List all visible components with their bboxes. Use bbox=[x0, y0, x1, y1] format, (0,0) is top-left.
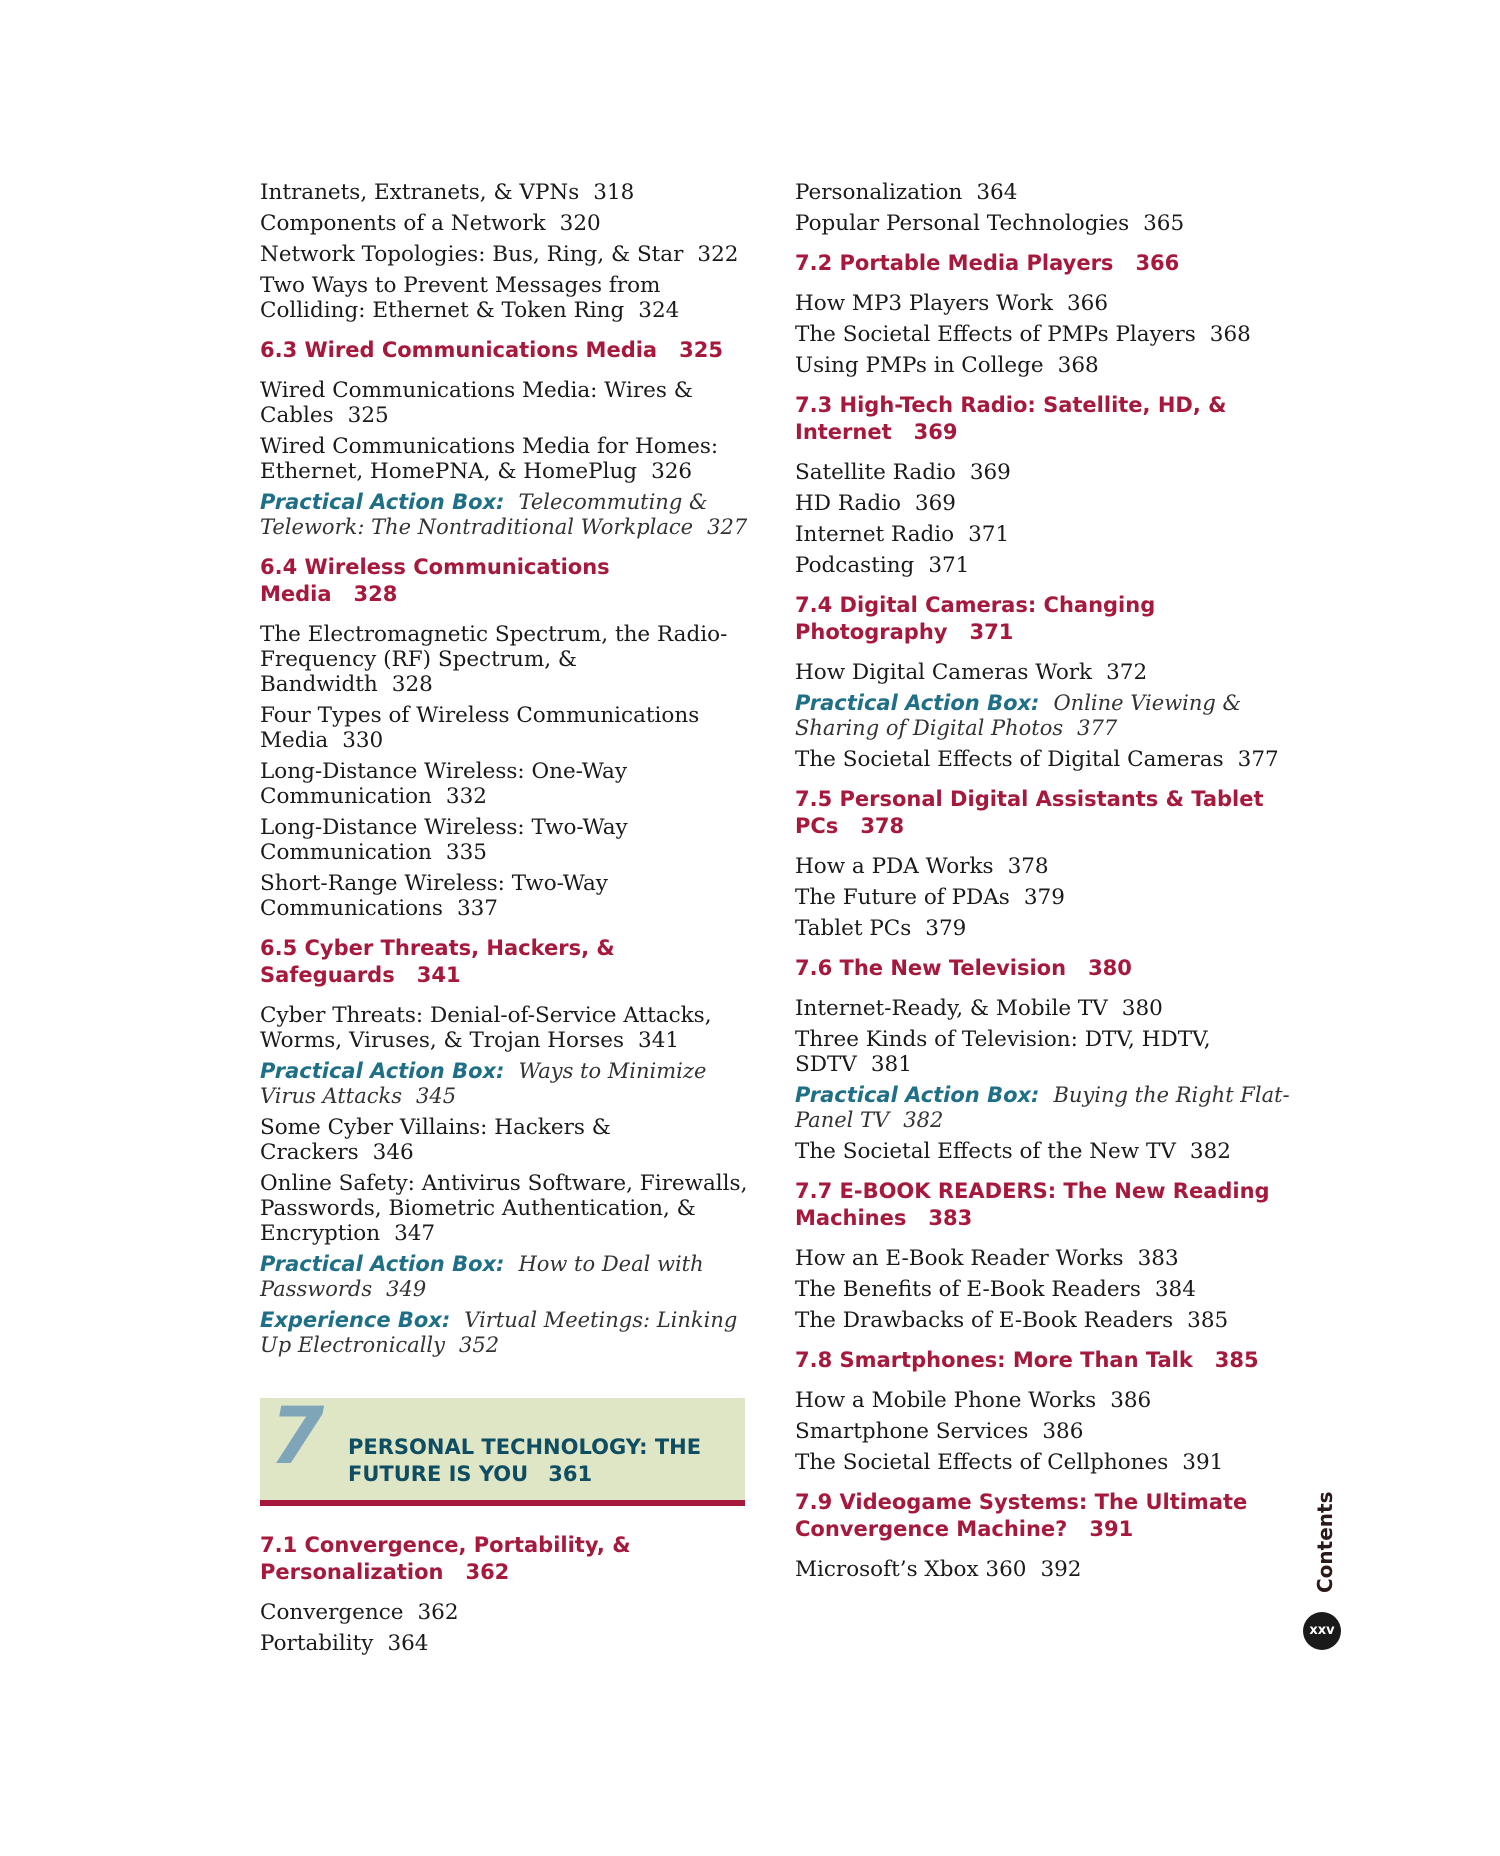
toc-entry-text: Smartphone Services bbox=[795, 1419, 1029, 1444]
toc-entry-text: Convergence bbox=[260, 1600, 404, 1625]
box-title: Ways to Minimize Virus Attacks bbox=[260, 1059, 707, 1108]
box-entry bbox=[260, 1059, 750, 1109]
toc-left-after-list bbox=[260, 1532, 750, 1656]
toc-entry-page: 386 bbox=[1042, 1419, 1084, 1444]
toc-entry-text: Wired Communications Media for Homes: Ethernet, HomePNA, & HomePlug bbox=[260, 434, 719, 484]
box-title: How to Deal with Passwords bbox=[260, 1252, 704, 1301]
toc-entry bbox=[260, 759, 750, 809]
toc-entry-page: 320 bbox=[559, 211, 601, 236]
chapter-number: 7 bbox=[270, 1392, 325, 1482]
toc-entry-text: Popular Personal Technologies bbox=[795, 211, 1130, 236]
toc-entry-text: Two Ways to Prevent Messages from Colliding: Ethernet & Token Ring bbox=[260, 273, 661, 323]
toc-entry-text: Wired Communications Media: Wires & Cables bbox=[260, 378, 693, 428]
toc-entry-page: 362 bbox=[417, 1600, 459, 1625]
toc-entry-page: 369 bbox=[969, 460, 1011, 485]
toc-entry-text: Tablet PCs bbox=[795, 916, 912, 941]
section-page: 369 bbox=[913, 420, 958, 444]
toc-entry-text: Personalization bbox=[795, 180, 963, 205]
toc-entry bbox=[795, 322, 1295, 347]
section-heading-text: 7.8 Smartphones: More Than Talk bbox=[795, 1348, 1193, 1372]
toc-entry bbox=[795, 491, 1295, 516]
toc-entry-text: Some Cyber Villains: Hackers & Crackers bbox=[260, 1115, 611, 1165]
section-heading-text: 7.6 The New Television bbox=[795, 956, 1067, 980]
section-heading-text: 7.9 Videogame Systems: The Ultimate Convergence Machine? bbox=[795, 1490, 1248, 1541]
toc-entry bbox=[795, 1388, 1295, 1413]
toc-entry bbox=[795, 1557, 1295, 1582]
section-heading bbox=[795, 592, 1295, 646]
toc-entry bbox=[260, 703, 750, 753]
toc-entry-page: 330 bbox=[342, 728, 384, 753]
toc-entry bbox=[795, 1419, 1295, 1444]
box-title: Virtual Meetings: Linking Up Electronically bbox=[260, 1308, 738, 1357]
toc-entry-text: Three Kinds of Television: DTV, HDTV, SDTV bbox=[795, 1027, 1211, 1077]
toc-entry-page: 346 bbox=[372, 1140, 414, 1165]
toc-entry-text: Long-Distance Wireless: Two-Way Communication bbox=[260, 815, 628, 865]
toc-entry bbox=[795, 1246, 1295, 1271]
toc-entry-text: Intranets, Extranets, & VPNs bbox=[260, 180, 580, 205]
toc-entry-text: The Drawbacks of E-Book Readers bbox=[795, 1308, 1174, 1333]
box-label: Practical Action Box: bbox=[795, 691, 1040, 715]
section-heading-text: 7.3 High-Tech Radio: Satellite, HD, & Internet bbox=[795, 393, 1227, 444]
toc-entry-page: 332 bbox=[445, 784, 487, 809]
toc-entry bbox=[795, 916, 1295, 941]
toc-left-list bbox=[260, 180, 750, 1358]
toc-entry-page: 328 bbox=[391, 672, 433, 697]
toc-entry-page: 377 bbox=[1237, 747, 1279, 772]
toc-entry-page: 384 bbox=[1154, 1277, 1196, 1302]
toc-entry-page: 392 bbox=[1040, 1557, 1082, 1582]
toc-entry-text: Internet Radio bbox=[795, 522, 955, 547]
box-page: 377 bbox=[1077, 716, 1118, 740]
section-page: 371 bbox=[969, 620, 1014, 644]
toc-entry-page: 382 bbox=[1189, 1139, 1231, 1164]
side-tab bbox=[1308, 1491, 1338, 1600]
toc-entry bbox=[795, 211, 1295, 236]
toc-entry-text: Satellite Radio bbox=[795, 460, 956, 485]
section-heading bbox=[260, 1532, 750, 1586]
section-heading-text: 7.1 Convergence, Portability, & Personalization bbox=[260, 1533, 631, 1584]
box-entry bbox=[795, 691, 1295, 741]
box-label: Practical Action Box: bbox=[260, 490, 505, 514]
toc-entry bbox=[260, 1631, 750, 1656]
toc-entry bbox=[795, 747, 1295, 772]
toc-entry-page: 364 bbox=[387, 1631, 429, 1656]
section-page: 378 bbox=[860, 814, 905, 838]
toc-entry-text: The Societal Effects of PMPs Players bbox=[795, 322, 1196, 347]
box-label: Practical Action Box: bbox=[795, 1083, 1040, 1107]
box-entry bbox=[260, 490, 750, 540]
toc-entry bbox=[260, 378, 750, 428]
page-number-badge: xxv bbox=[1303, 1612, 1341, 1650]
toc-entry bbox=[260, 1600, 750, 1625]
box-entry bbox=[260, 1252, 750, 1302]
toc-entry-page: 324 bbox=[638, 298, 680, 323]
section-heading-text: 7.2 Portable Media Players bbox=[795, 251, 1114, 275]
toc-entry-text: The Electromagnetic Spectrum, the Radio-Frequency (RF) Spectrum, & Bandwidth bbox=[260, 622, 728, 697]
toc-entry-page: 391 bbox=[1182, 1450, 1224, 1475]
toc-entry bbox=[260, 622, 750, 697]
toc-entry-text: Microsoft’s Xbox 360 bbox=[795, 1557, 1027, 1582]
toc-entry bbox=[795, 1450, 1295, 1475]
section-heading-text: 7.4 Digital Cameras: Changing Photography bbox=[795, 593, 1156, 644]
toc-entry bbox=[260, 273, 750, 323]
toc-entry-page: 366 bbox=[1067, 291, 1109, 316]
toc-entry-page: 365 bbox=[1143, 211, 1185, 236]
section-page: 391 bbox=[1089, 1517, 1134, 1541]
toc-entry-page: 364 bbox=[976, 180, 1018, 205]
toc-entry-text: How Digital Cameras Work bbox=[795, 660, 1093, 685]
section-heading-text: 6.5 Cyber Threats, Hackers, & Safeguards bbox=[260, 936, 615, 987]
toc-entry-text: How an E-Book Reader Works bbox=[795, 1246, 1124, 1271]
toc-entry-text: Cyber Threats: Denial-of-Service Attacks, Worms, Viruses, & Trojan Horses bbox=[260, 1003, 712, 1053]
toc-entry-text: Internet-Ready, & Mobile TV bbox=[795, 996, 1108, 1021]
box-label: Practical Action Box: bbox=[260, 1252, 505, 1276]
toc-left-column bbox=[260, 180, 750, 1662]
toc-entry-page: 335 bbox=[445, 840, 487, 865]
box-title: Telecommuting & Telework: The Nontraditional Workplace bbox=[260, 490, 708, 539]
section-heading bbox=[260, 554, 750, 608]
section-heading-text: 6.3 Wired Communications Media bbox=[260, 338, 658, 362]
toc-entry-text: Components of a Network bbox=[260, 211, 546, 236]
toc-entry bbox=[260, 1115, 750, 1165]
toc-entry-text: Podcasting bbox=[795, 553, 915, 578]
toc-entry-page: 379 bbox=[1023, 885, 1065, 910]
toc-entry-page: 378 bbox=[1007, 854, 1049, 879]
box-title: Buying the Right Flat-Panel TV bbox=[795, 1083, 1290, 1132]
box-page: 345 bbox=[416, 1084, 457, 1108]
toc-entry-page: 386 bbox=[1110, 1388, 1152, 1413]
toc-entry-text: Network Topologies: Bus, Ring, & Star bbox=[260, 242, 684, 267]
toc-entry-page: 383 bbox=[1137, 1246, 1179, 1271]
toc-entry-text: Long-Distance Wireless: One-Way Communication bbox=[260, 759, 627, 809]
toc-entry-text: Using PMPs in College bbox=[795, 353, 1044, 378]
toc-entry-page: 322 bbox=[697, 242, 739, 267]
section-page: 383 bbox=[928, 1206, 973, 1230]
toc-entry bbox=[260, 871, 750, 921]
toc-entry-page: 347 bbox=[394, 1221, 436, 1246]
toc-right-column bbox=[795, 180, 1295, 1588]
toc-entry bbox=[260, 815, 750, 865]
toc-entry bbox=[795, 996, 1295, 1021]
toc-entry-page: 372 bbox=[1106, 660, 1148, 685]
toc-entry-page: 341 bbox=[638, 1028, 680, 1053]
toc-entry-page: 325 bbox=[347, 403, 389, 428]
toc-entry-text: How MP3 Players Work bbox=[795, 291, 1053, 316]
section-heading bbox=[795, 392, 1295, 446]
box-page: 349 bbox=[386, 1277, 427, 1301]
section-heading bbox=[795, 250, 1295, 277]
section-heading bbox=[260, 935, 750, 989]
toc-entry bbox=[795, 291, 1295, 316]
section-page: 362 bbox=[465, 1560, 510, 1584]
box-entry bbox=[795, 1083, 1295, 1133]
box-page: 382 bbox=[903, 1108, 944, 1132]
toc-entry bbox=[260, 211, 750, 236]
section-heading bbox=[795, 955, 1295, 982]
toc-entry-page: 379 bbox=[925, 916, 967, 941]
toc-entry bbox=[795, 1277, 1295, 1302]
toc-entry-page: 337 bbox=[456, 896, 498, 921]
toc-entry-text: HD Radio bbox=[795, 491, 901, 516]
section-heading-text: 6.4 Wireless Communications Media bbox=[260, 555, 610, 606]
toc-entry bbox=[795, 1027, 1295, 1077]
chapter-title-text: PERSONAL TECHNOLOGY: THE FUTURE IS YOU bbox=[348, 1435, 702, 1486]
toc-entry bbox=[260, 1003, 750, 1053]
toc-entry bbox=[795, 854, 1295, 879]
section-heading bbox=[795, 786, 1295, 840]
toc-entry bbox=[260, 180, 750, 205]
toc-entry-text: Portability bbox=[260, 1631, 374, 1656]
section-heading bbox=[260, 337, 750, 364]
toc-entry-text: The Societal Effects of Digital Cameras bbox=[795, 747, 1224, 772]
toc-entry bbox=[260, 434, 750, 484]
section-heading bbox=[795, 1489, 1295, 1543]
toc-entry bbox=[795, 1308, 1295, 1333]
box-page: 352 bbox=[459, 1333, 500, 1357]
toc-entry-text: The Societal Effects of the New TV bbox=[795, 1139, 1176, 1164]
section-heading-text: 7.5 Personal Digital Assistants & Tablet PCs bbox=[795, 787, 1264, 838]
toc-entry-page: 369 bbox=[914, 491, 956, 516]
section-heading bbox=[795, 1347, 1295, 1374]
toc-entry-page: 318 bbox=[593, 180, 635, 205]
section-page: 366 bbox=[1135, 251, 1180, 275]
box-entry bbox=[260, 1308, 750, 1358]
toc-entry-page: 368 bbox=[1209, 322, 1251, 347]
toc-entry bbox=[795, 180, 1295, 205]
toc-entry-text: Online Safety: Antivirus Software, Firewalls, Passwords, Biometric Authentication, & Encryption bbox=[260, 1171, 748, 1246]
section-page: 328 bbox=[353, 582, 398, 606]
toc-entry bbox=[260, 1171, 750, 1246]
toc-entry-page: 385 bbox=[1187, 1308, 1229, 1333]
toc-entry bbox=[795, 460, 1295, 485]
toc-entry-text: Short-Range Wireless: Two-Way Communications bbox=[260, 871, 608, 921]
toc-entry-page: 326 bbox=[651, 459, 693, 484]
toc-entry-text: How a PDA Works bbox=[795, 854, 994, 879]
toc-entry-text: The Societal Effects of Cellphones bbox=[795, 1450, 1169, 1475]
toc-entry-text: How a Mobile Phone Works bbox=[795, 1388, 1097, 1413]
box-label: Experience Box: bbox=[260, 1308, 451, 1332]
box-page: 327 bbox=[707, 515, 748, 539]
toc-entry bbox=[795, 553, 1295, 578]
section-page: 385 bbox=[1214, 1348, 1259, 1372]
toc-entry-page: 368 bbox=[1057, 353, 1099, 378]
toc-entry bbox=[795, 885, 1295, 910]
toc-entry bbox=[795, 522, 1295, 547]
toc-entry-text: The Future of PDAs bbox=[795, 885, 1010, 910]
chapter-title bbox=[348, 1434, 708, 1488]
toc-entry-text: Four Types of Wireless Communications Media bbox=[260, 703, 700, 753]
chapter-banner bbox=[260, 1392, 745, 1506]
toc-entry-page: 380 bbox=[1121, 996, 1163, 1021]
section-heading bbox=[795, 1178, 1295, 1232]
toc-entry bbox=[260, 242, 750, 267]
toc-entry-page: 371 bbox=[928, 553, 970, 578]
section-heading-text: 7.7 E-BOOK READERS: The New Reading Machines bbox=[795, 1179, 1270, 1230]
box-label: Practical Action Box: bbox=[260, 1059, 505, 1083]
chapter-page: 361 bbox=[548, 1462, 593, 1486]
toc-entry-page: 371 bbox=[968, 522, 1010, 547]
section-page: 380 bbox=[1088, 956, 1132, 980]
section-page: 341 bbox=[416, 963, 461, 987]
toc-entry bbox=[795, 660, 1295, 685]
toc-right-list bbox=[795, 180, 1295, 1582]
toc-entry bbox=[795, 353, 1295, 378]
toc-entry-page: 381 bbox=[870, 1052, 912, 1077]
toc-entry-text: The Benefits of E-Book Readers bbox=[795, 1277, 1141, 1302]
section-page: 325 bbox=[679, 338, 723, 362]
side-tab-label: Contents bbox=[1313, 1491, 1337, 1593]
box-title: Online Viewing & Sharing of Digital Photos bbox=[795, 691, 1242, 740]
toc-entry bbox=[795, 1139, 1295, 1164]
